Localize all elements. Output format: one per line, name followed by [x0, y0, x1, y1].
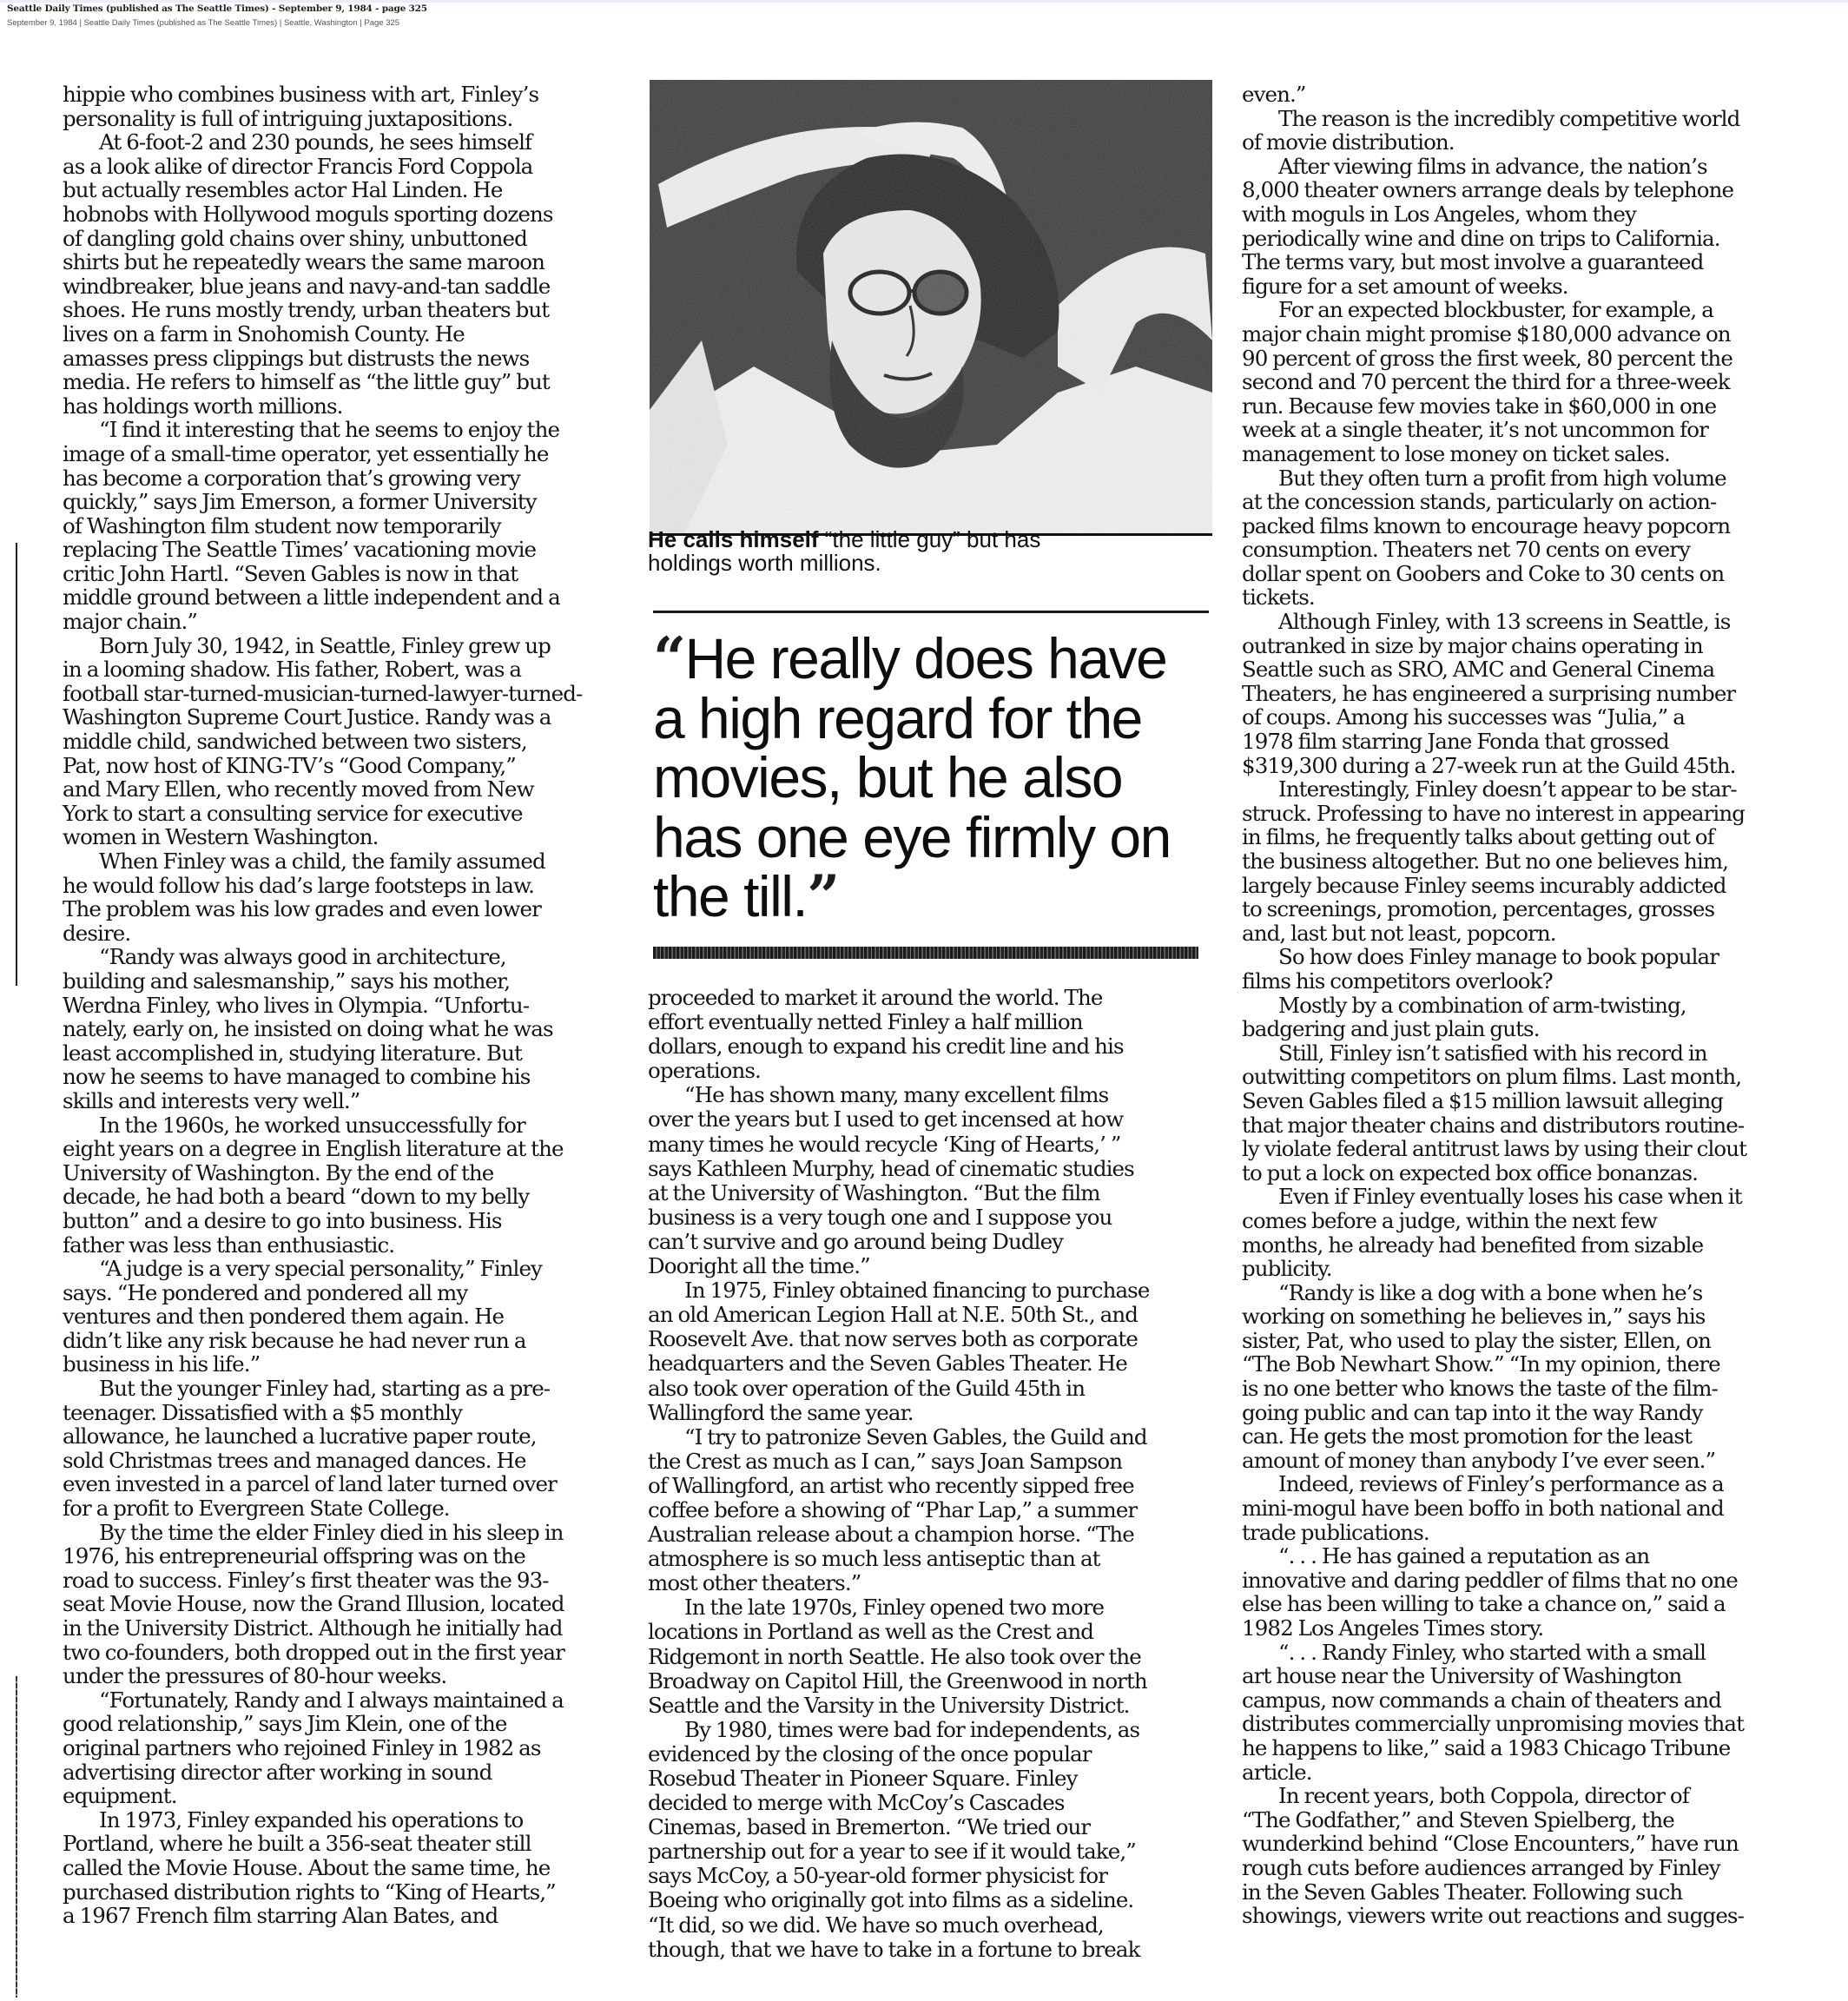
- article-text-line: now he seems to have managed to combine his: [63, 1064, 531, 1090]
- article-text-line: shoes. He runs mostly trendy, urban theaters but: [63, 297, 550, 323]
- pullquote-line: [653, 862, 1226, 930]
- article-text-line: quickly,” says Jim Emerson, a former University: [63, 489, 537, 515]
- article-text-line: equipment.: [63, 1783, 177, 1809]
- article-text-line: says McCoy, a 50-year-old former physicist for: [648, 1863, 1108, 1889]
- article-text-line: many times he would recycle ‘King of Hearts,’ ”: [648, 1131, 1121, 1157]
- article-text-line: a 1967 French film starring Alan Bates, and: [63, 1903, 498, 1929]
- article-text-line: original partners who rejoined Finley in 1982 as: [63, 1734, 541, 1760]
- article-text-line: So how does Finley manage to book popular: [1278, 944, 1719, 970]
- article-column-middle: [648, 986, 1212, 1962]
- article-text-line: least accomplished in, studying literature. But: [63, 1040, 522, 1066]
- article-text-line: “The Godfather,” and Steven Spielberg, the: [1242, 1806, 1674, 1833]
- article-text-line: “I find it interesting that he seems to enjoy the: [99, 417, 560, 443]
- article-text-line: to put a lock on expected box office bonanzas.: [1242, 1159, 1699, 1185]
- article-text-line: has holdings worth millions.: [63, 393, 343, 419]
- article-text-line: Interestingly, Finley doesn’t appear to be star-: [1278, 776, 1737, 802]
- article-text-line: but actually resembles actor Hal Linden. He: [63, 177, 503, 203]
- pullquote-text: the till.: [653, 864, 808, 928]
- article-text-line: as a look alike of director Francis Ford Coppola: [63, 153, 533, 179]
- article-text-line: of movie distribution.: [1242, 129, 1455, 155]
- article-text-line: packed films known to encourage heavy popcorn: [1242, 512, 1731, 538]
- article-text-line: says Kathleen Murphy, head of cinematic studies: [648, 1155, 1134, 1181]
- article-text-line: rough cuts before audiences arranged by Finley: [1242, 1854, 1720, 1880]
- article-text-line: allowance, he launched a lucrative paper route,: [63, 1423, 537, 1450]
- article-text-line: “Fortunately, Randy and I always maintained a: [99, 1687, 564, 1713]
- article-text-line: sold Christmas trees and managed dances. He: [63, 1447, 526, 1473]
- article-text-line: ly violate federal antitrust laws by using their clout: [1242, 1136, 1747, 1162]
- article-text-line: run. Because few movies take in $60,000 in one: [1242, 393, 1717, 419]
- pullquote-line: [653, 624, 1226, 692]
- article-text-line: advertising director after working in sound: [63, 1759, 492, 1785]
- pull-quote: [653, 624, 1226, 930]
- article-text-line: Wallingford the same year.: [648, 1399, 914, 1425]
- close-quote-mark: ”: [807, 862, 839, 930]
- article-text-line: didn’t like any risk because he had never run a: [63, 1327, 526, 1353]
- article-text-line: Broadway on Capitol Hill, the Greenwood in north: [648, 1668, 1147, 1694]
- article-text-line: second and 70 percent the third for a three-week: [1242, 369, 1730, 395]
- article-text-line: and Mary Ellen, who recently moved from New: [63, 776, 534, 802]
- article-text-line: Seattle and the Varsity in the University District.: [648, 1692, 1130, 1718]
- scan-artifact-line: [16, 543, 17, 986]
- article-text-line: of coups. Among his successes was “Julia,” a: [1242, 704, 1685, 730]
- article-text-line: even invested in a parcel of land later turned over: [63, 1471, 557, 1497]
- article-text-line: of Wallingford, an artist who recently sipped free: [648, 1472, 1134, 1498]
- article-text-line: father was less than enthusiastic.: [63, 1232, 395, 1258]
- article-text-line: York to start a consulting service for executive: [63, 800, 523, 826]
- article-text-line: for a profit to Evergreen State College.: [63, 1496, 450, 1522]
- article-text-line: called the Movie House. About the same time, he: [63, 1854, 551, 1880]
- article-text-line: he would follow his dad’s large footsteps in law.: [63, 872, 535, 898]
- article-text-line: in films, he frequently talks about getting out of: [1242, 824, 1714, 850]
- article-text-line: an old American Legion Hall at N.E. 50th St., and: [648, 1302, 1138, 1328]
- photo-portrait-image: [650, 80, 1212, 533]
- article-text-line: most other theaters.”: [648, 1570, 861, 1596]
- article-text-line: in the University District. Although he initially had: [63, 1615, 563, 1641]
- article-text-line: In the 1960s, he worked unsuccessfully for: [99, 1112, 525, 1138]
- article-text-line: At 6-foot-2 and 230 pounds, he sees himself: [99, 129, 532, 155]
- article-text-line: Ridgemont in north Seattle. He also took over the: [648, 1643, 1141, 1669]
- article-text-line: amount of money than anybody I’ve ever seen.”: [1242, 1447, 1716, 1473]
- article-text-line: shirts but he repeatedly wears the same maroon: [63, 249, 544, 275]
- scan-artifact-line: [16, 1676, 17, 1998]
- article-text-line: “. . . He has gained a reputation as an: [1278, 1543, 1650, 1569]
- article-text-line: When Finley was a child, the family assumed: [99, 849, 545, 874]
- article-text-line: personality is full of intriguing juxtapositions.: [63, 105, 513, 131]
- article-text-line: Pat, now host of KING-TV’s “Good Company,”: [63, 752, 516, 778]
- article-text-line: image of a small-time operator, yet essentially he: [63, 440, 549, 466]
- article-text-line: wunderkind behind “Close Encounters,” have run: [1242, 1831, 1739, 1857]
- article-text-line: Roosevelt Ave. that now serves both as corporate: [648, 1326, 1138, 1352]
- article-text-line: films his competitors overlook?: [1242, 967, 1553, 994]
- article-text-line: media. He refers to himself as “the little guy” but: [63, 369, 550, 395]
- article-text-line: University of Washington. By the end of the: [63, 1159, 494, 1185]
- article-text-line: Born July 30, 1942, in Seattle, Finley grew up: [99, 632, 551, 658]
- document-citation: September 9, 1984 | Seattle Daily Times (published as The Seattle Times) | Seattle, Washington | Page 325: [7, 18, 400, 28]
- article-text-line: “Randy was always good in architecture,: [99, 944, 506, 970]
- article-text-line: article.: [1242, 1759, 1312, 1785]
- article-text-line: can. He gets the most promotion for the least: [1242, 1423, 1693, 1450]
- article-text-line: button” and a desire to go into business. His: [63, 1207, 502, 1233]
- article-text-line: good relationship,” says Jim Klein, one of the: [63, 1711, 507, 1737]
- article-text-line: dollar spent on Goobers and Coke to 30 cents on: [1242, 560, 1725, 586]
- article-text-line: of Washington film student now temporarily: [63, 512, 501, 538]
- article-text-line: The problem was his low grades and even lower: [63, 896, 541, 922]
- pullquote-line: has one eye firmly on: [653, 804, 1171, 869]
- pullquote-bottom-rule: [653, 947, 1198, 959]
- article-text-line: But the younger Finley had, starting as a pre-: [99, 1376, 551, 1402]
- article-column-left: [63, 83, 627, 1928]
- article-text-line: periodically wine and dine on trips to California.: [1242, 225, 1720, 251]
- article-text-line: at the University of Washington. “But the film: [648, 1179, 1100, 1205]
- article-text-line: skills and interests very well.”: [63, 1087, 360, 1113]
- article-text-line: at the concession stands, particularly on action-: [1242, 489, 1717, 515]
- article-text-line: $319,300 during a 27-week run at the Guild 45th.: [1242, 752, 1736, 778]
- caption-lead: He calls himself: [648, 526, 819, 552]
- article-text-line: In 1975, Finley obtained financing to purchase: [684, 1278, 1150, 1304]
- article-text-line: The terms vary, but most involve a guaranteed: [1242, 249, 1704, 275]
- article-text-line: building and salesmanship,” says his mother,: [63, 967, 511, 994]
- photo-caption: [648, 528, 1212, 575]
- article-text-line: has become a corporation that’s growing very: [63, 465, 520, 491]
- article-text-line: struck. Professing to have no interest in appearing: [1242, 800, 1745, 826]
- article-text-line: But they often turn a profit from high volume: [1278, 465, 1726, 491]
- article-text-line: Cinemas, based in Bremerton. “We tried our: [648, 1814, 1091, 1840]
- article-text-line: business in his life.”: [63, 1351, 261, 1377]
- article-text-line: women in Western Washington.: [63, 824, 379, 850]
- article-text-line: figure for a set amount of weeks.: [1242, 273, 1568, 299]
- article-text-line: Washington Supreme Court Justice. Randy was a: [63, 704, 551, 730]
- article-text-line: outwitting competitors on plum films. Last month,: [1242, 1064, 1742, 1090]
- article-text-line: management to lose money on ticket sales.: [1242, 440, 1670, 466]
- article-text-line: distributes commercially unpromising movies that: [1242, 1711, 1745, 1737]
- article-text-line: Dooright all the time.”: [648, 1253, 870, 1279]
- article-text-line: that major theater chains and distributors routine-: [1242, 1112, 1745, 1138]
- article-text-line: comes before a judge, within the next few: [1242, 1207, 1657, 1233]
- article-text-line: outranked in size by major chains operating in: [1242, 632, 1703, 658]
- article-text-line: “I try to patronize Seven Gables, the Guild and: [684, 1423, 1147, 1450]
- article-text-line: “A judge is a very special personality,” Finley: [99, 1256, 542, 1282]
- pullquote-line: movies, but he also: [653, 745, 1123, 809]
- article-text-line: critic John Hartl. “Seven Gables is now in that: [63, 560, 518, 586]
- article-text-line: Australian release about a champion horse. “The: [648, 1522, 1134, 1548]
- article-text-line: over the years but I used to get incensed at how: [648, 1106, 1124, 1133]
- article-text-line: The reason is the incredibly competitive world: [1278, 105, 1740, 131]
- article-text-line: Theaters, he has engineered a surprising number: [1242, 680, 1736, 706]
- article-text-line: dollars, enough to expand his credit line and his: [648, 1034, 1124, 1060]
- article-text-line: “The Bob Newhart Show.” “In my opinion, there: [1242, 1351, 1720, 1377]
- article-text-line: hippie who combines business with art, Finley’s: [63, 82, 539, 107]
- article-text-line: he happens to like,” said a 1983 Chicago Tribune: [1242, 1734, 1731, 1760]
- article-text-line: Mostly by a combination of arm-twisting,: [1278, 992, 1686, 1018]
- article-text-line: For an expected blockbuster, for example, a: [1278, 297, 1713, 323]
- article-text-line: “. . . Randy Finley, who started with a small: [1278, 1639, 1706, 1665]
- article-text-line: operations.: [648, 1058, 761, 1084]
- article-text-line: By 1980, times were bad for independents, as: [684, 1716, 1140, 1742]
- article-text-line: “He has shown many, many excellent films: [684, 1082, 1109, 1108]
- article-text-line: proceeded to market it around the world. The: [648, 985, 1103, 1010]
- article-text-line: two co-founders, both dropped out in the first year: [63, 1639, 564, 1665]
- article-text-line: the Crest as much as I can,” says Joan Sampson: [648, 1448, 1123, 1474]
- article-text-line: working on something he believes in,” says his: [1242, 1304, 1706, 1330]
- article-text-line: Seattle such as SRO, AMC and General Cinema: [1242, 657, 1715, 683]
- article-text-line: ventures and then pondered them again. He: [63, 1304, 505, 1330]
- article-text-line: Still, Finley isn’t satisfied with his record in: [1278, 1040, 1707, 1066]
- article-text-line: trade publications.: [1242, 1519, 1429, 1545]
- article-text-line: Indeed, reviews of Finley’s performance as a: [1278, 1471, 1724, 1497]
- article-text-line: under the pressures of 80-hour weeks.: [63, 1663, 447, 1689]
- caption-text: “the little guy” but has: [818, 526, 1041, 552]
- article-text-line: mini-mogul have been boffo in both national and: [1242, 1496, 1724, 1522]
- article-text-line: locations in Portland as well as the Crest and: [648, 1619, 1093, 1645]
- article-text-line: is no one better who knows the taste of the film-: [1242, 1376, 1718, 1402]
- article-text-line: effort eventually netted Finley a half million: [648, 1009, 1083, 1035]
- article-text-line: football star-turned-musician-turned-lawyer-turned-: [63, 680, 583, 706]
- article-text-line: of dangling gold chains over shiny, unbuttoned: [63, 225, 527, 251]
- article-text-line: 1978 film starring Jane Fonda that grossed: [1242, 729, 1669, 755]
- article-text-line: desire.: [63, 920, 131, 946]
- article-text-line: In recent years, both Coppola, director of: [1278, 1783, 1689, 1809]
- article-text-line: “It did, so we did. We have so much overhead,: [648, 1912, 1104, 1938]
- article-text-line: Portland, where he built a 356-seat theater still: [63, 1831, 531, 1857]
- article-text-line: By the time the elder Finley died in his sleep in: [99, 1519, 564, 1545]
- article-text-line: hobnobs with Hollywood moguls sporting dozens: [63, 201, 553, 227]
- article-text-line: week at a single theater, it’s not uncommon for: [1242, 417, 1708, 443]
- article-photo: [650, 80, 1212, 536]
- pullquote-text: He really does have: [684, 626, 1167, 690]
- article-text-line: even.”: [1242, 82, 1306, 107]
- article-text-line: Seven Gables filed a $15 million lawsuit alleging: [1242, 1087, 1724, 1113]
- top-band: [0, 0, 1848, 3]
- article-text-line: 90 percent of gross the first week, 80 percent the: [1242, 345, 1732, 371]
- article-text-line: innovative and daring peddler of films that no one: [1242, 1567, 1738, 1593]
- caption-line-2: holdings worth millions.: [648, 550, 881, 576]
- article-text-line: also took over operation of the Guild 45th in: [648, 1375, 1086, 1401]
- article-text-line: and, last but not least, popcorn.: [1242, 920, 1556, 946]
- article-text-line: replacing The Seattle Times’ vacationing movie: [63, 537, 537, 563]
- article-text-line: major chain might promise $180,000 advance on: [1242, 320, 1731, 347]
- open-quote-mark: “: [653, 624, 685, 692]
- article-text-line: partnership out for a year to see if it would take,”: [648, 1839, 1136, 1865]
- article-text-line: seat Movie House, now the Grand Illusion, located: [63, 1591, 564, 1617]
- article-text-line: business is a very tough one and I suppose you: [648, 1204, 1112, 1230]
- article-text-line: art house near the University of Washington: [1242, 1663, 1682, 1689]
- article-text-line: “Randy is like a dog with a bone when he’s: [1278, 1279, 1703, 1305]
- article-text-line: purchased distribution rights to “King of Hearts,”: [63, 1879, 556, 1905]
- caption-line-1: [648, 528, 1212, 551]
- article-text-line: showings, viewers write out reactions and sugges-: [1242, 1903, 1744, 1929]
- article-text-line: Rosebud Theater in Pioneer Square. Finley: [648, 1766, 1078, 1791]
- article-text-line: consumption. Theaters net 70 cents on every: [1242, 537, 1691, 563]
- article-text-line: in a looming shadow. His father, Robert, was a: [63, 657, 522, 683]
- article-text-line: Even if Finley eventually loses his case when it: [1278, 1184, 1742, 1210]
- article-text-line: the business altogether. But no one believes him,: [1242, 849, 1729, 874]
- article-text-line: lives on a farm in Snohomish County. He: [63, 320, 465, 347]
- article-text-line: In 1973, Finley expanded his operations to: [99, 1806, 524, 1833]
- article-text-line: amasses press clippings but distrusts the news: [63, 345, 530, 371]
- article-text-line: 1982 Los Angeles Times story.: [1242, 1615, 1544, 1641]
- article-text-line: nately, early on, he insisted on doing what he was: [63, 1016, 553, 1042]
- document-title: Seattle Daily Times (published as The Seattle Times) - September 9, 1984 - page 325: [7, 3, 427, 14]
- article-text-line: coffee before a showing of “Phar Lap,” a summer: [648, 1496, 1138, 1522]
- article-text-line: says. “He pondered and pondered all my: [63, 1279, 468, 1305]
- article-text-line: eight years on a degree in English literature at the: [63, 1136, 564, 1162]
- article-text-line: can’t survive and go around being Dudley: [648, 1228, 1064, 1254]
- article-text-line: months, he already had benefited from sizable: [1242, 1232, 1704, 1258]
- article-text-line: going public and can tap into it the way Randy: [1242, 1399, 1703, 1425]
- article-text-line: to screenings, promotion, percentages, grosses: [1242, 896, 1715, 922]
- article-text-line: else has been willing to take a chance on,” said a: [1242, 1591, 1726, 1617]
- article-text-line: largely because Finley seems incurably addicted: [1242, 872, 1726, 898]
- pullquote-line: a high regard for the: [653, 685, 1142, 750]
- article-text-line: windbreaker, blue jeans and navy-and-tan saddle: [63, 273, 551, 299]
- article-text-line: major chain.”: [63, 609, 198, 635]
- article-text-line: decided to merge with McCoy’s Cascades: [648, 1790, 1065, 1816]
- article-text-line: After viewing films in advance, the nation’s: [1278, 153, 1707, 179]
- article-text-line: 8,000 theater owners arrange deals by telephone: [1242, 177, 1734, 203]
- pullquote-top-rule: [653, 611, 1209, 613]
- article-text-line: badgering and just plain guts.: [1242, 1016, 1540, 1042]
- article-text-line: Boeing who originally got into films as a sideline.: [648, 1887, 1134, 1913]
- article-text-line: Werdna Finley, who lives in Olympia. “Unfortu-: [63, 992, 530, 1018]
- article-text-line: teenager. Dissatisfied with a $5 monthly: [63, 1399, 463, 1425]
- article-text-line: sister, Pat, who used to play the sister, Ellen, on: [1242, 1327, 1711, 1353]
- article-text-line: though, that we have to take in a fortune to break: [648, 1936, 1140, 1962]
- article-text-line: decade, he had both a beard “down to my belly: [63, 1184, 530, 1210]
- article-text-line: atmosphere is so much less antiseptic than at: [648, 1546, 1100, 1572]
- article-text-line: campus, now commands a chain of theaters and: [1242, 1687, 1721, 1713]
- article-text-line: evidenced by the closing of the once popular: [648, 1740, 1092, 1767]
- article-text-line: tickets.: [1242, 584, 1315, 611]
- article-text-line: in the Seven Gables Theater. Following such: [1242, 1879, 1683, 1905]
- article-text-line: road to success. Finley’s first theater was the 93-: [63, 1567, 549, 1593]
- article-text-line: publicity.: [1242, 1256, 1332, 1282]
- article-text-line: middle child, sandwiched between two sisters,: [63, 729, 527, 755]
- article-text-line: In the late 1970s, Finley opened two more: [684, 1595, 1105, 1621]
- article-column-right: [1242, 83, 1815, 1928]
- article-text-line: middle ground between a little independent and a: [63, 584, 560, 611]
- article-text-line: headquarters and the Seven Gables Theater. He: [648, 1351, 1127, 1377]
- article-text-line: 1976, his entrepreneurial offspring was on the: [63, 1543, 525, 1569]
- article-text-line: with moguls in Los Angeles, whom they: [1242, 201, 1636, 227]
- article-text-line: Although Finley, with 13 screens in Seattle, is: [1278, 609, 1731, 635]
